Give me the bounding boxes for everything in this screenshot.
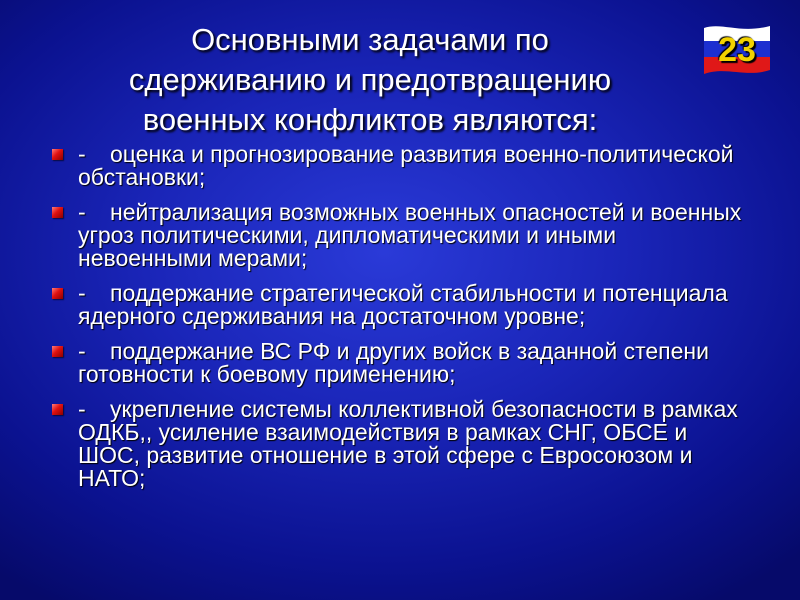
list-item-text: нейтрализация возможных военных опасностей и военных угроз политическими, дипломатическими и иными невоенными мерами; (78, 199, 742, 271)
square-bullet-icon (52, 207, 63, 218)
slide-title: Основными задачами по сдерживанию и предотвращению военных конфликтов являются: (128, 22, 612, 137)
list-item-text: укрепление системы коллективной безопасности в рамках ОДКБ,, усиление взаимодействия в рамках СНГ, ОБСЕ и ШОС, развитие отношение в этой сфере с Евросоюзом и НАТО; (78, 396, 738, 491)
dash: - (78, 396, 86, 422)
bullet-list (48, 143, 748, 502)
dash: - (78, 280, 86, 306)
list-item-text: поддержание стратегической стабильности и потенциала ядерного сдерживания на достаточном уровне; (78, 280, 728, 329)
list-item (48, 201, 748, 270)
dash: - (78, 141, 86, 167)
list-item (48, 340, 748, 386)
list-item (48, 282, 748, 328)
list-item-text: поддержание ВС РФ и других войск в заданной степени готовности к боевому применению; (78, 338, 709, 387)
list-item (48, 398, 748, 490)
list-item (48, 143, 748, 189)
slide-number: 23 (718, 31, 756, 69)
list-item-text: оценка и прогнозирование развития военно-политической обстановки; (78, 141, 734, 190)
square-bullet-icon (52, 288, 63, 299)
square-bullet-icon (52, 404, 63, 415)
dash: - (78, 338, 86, 364)
square-bullet-icon (52, 149, 63, 160)
square-bullet-icon (52, 346, 63, 357)
dash: - (78, 199, 86, 225)
